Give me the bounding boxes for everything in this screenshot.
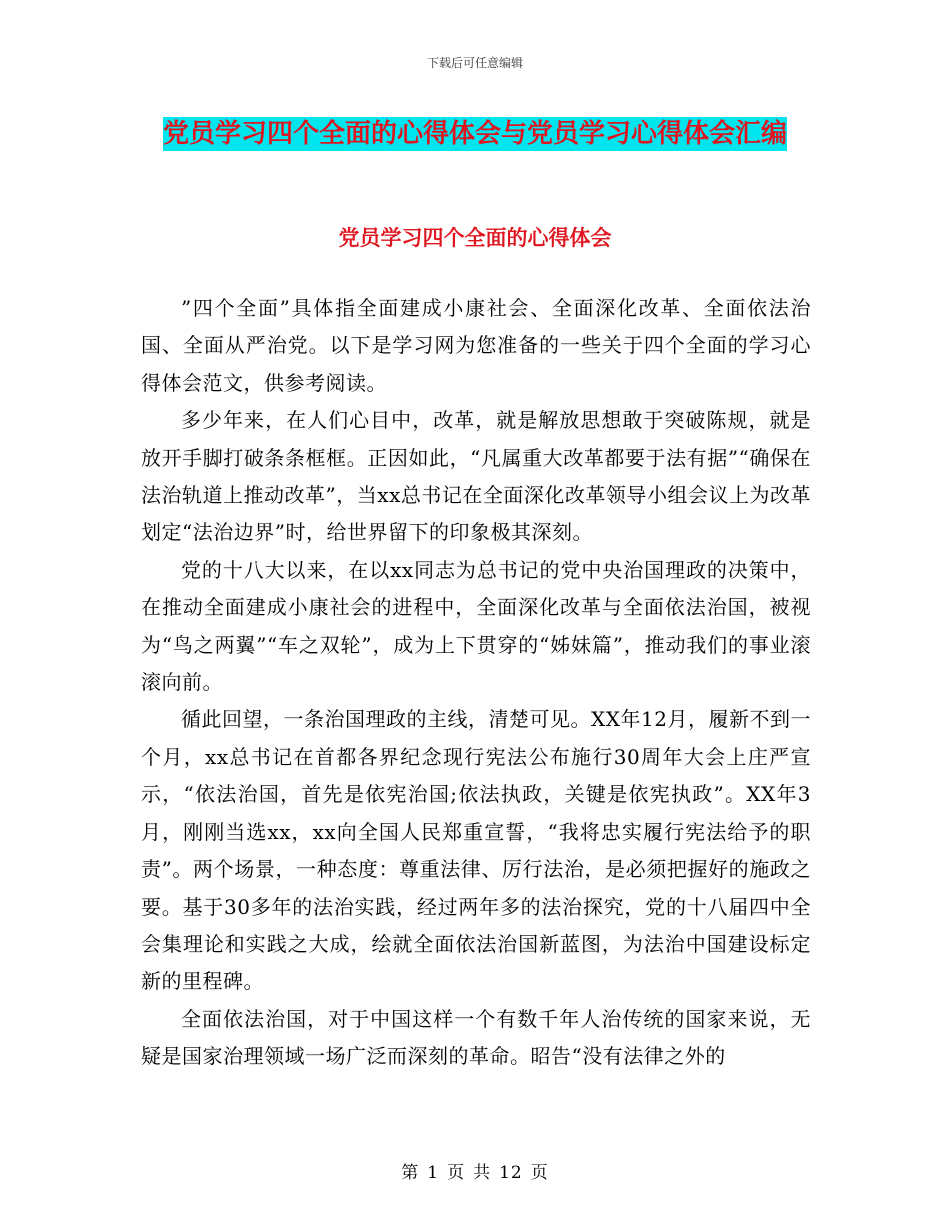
paragraph-5: 全面依法治国，对于中国这样一个有数千年人治传统的国家来说，无疑是国家治理领域一场广泛而深刻的革命。昭告“没有法律之外的 — [141, 1006, 811, 1069]
footer-total-label: 共 — [473, 1163, 492, 1183]
paragraph-1: ”四个全面”具体指全面建成小康社会、全面深化改革、全面依法治国、全面从严治党。以下是学习网为您准备的一些关于四个全面的学习心得体会范文，供参考阅读。 — [141, 296, 811, 395]
section-title: 党员学习四个全面的心得体会 — [338, 226, 612, 250]
footer-prefix: 第 — [401, 1163, 420, 1183]
footer-current-page: 1 — [427, 1163, 440, 1183]
paragraph-4: 循此回望，一条治国理政的主线，清楚可见。XX年12月，履新不到一个月，xx总书记在首都各界纪念现行宪法公布施行30周年大会上庄严宣示，“依法治国，首先是依宪治国;依法执政，关键是依宪执政”。XX年3月，刚刚当选xx，xx向全国人民郑重宣誓，“我将忠实履行宪法给予的职责”。两个场景，一种态度：尊重法律、厉行法治，是必须把握好的施政之要。基于30多年的法治实践，经过两年多的法治探究，党的十八届四中全会集理论和实践之大成，绘就全面依法治国新蓝图，为法治中国建设标定新的里程碑。 — [141, 707, 811, 994]
paragraph-2: 多少年来，在人们心目中，改革，就是解放思想敢于突破陈规，就是放开手脚打破条条框框。正因如此，“凡属重大改革都要于法有据”“确保在法治轨道上推动改革”，当xx总书记在全面深化改革领导小组会议上为改革划定“法治边界”时，给世界留下的印象极其深刻。 — [141, 408, 811, 545]
footer-total-pages: 12 — [499, 1163, 523, 1183]
page-footer — [0, 1158, 950, 1183]
body-text — [141, 290, 811, 1076]
document-title — [140, 110, 810, 158]
document-title-text: 党员学习四个全面的心得体会与党员学习心得体会汇编 — [162, 119, 787, 149]
header-note: 下载后可任意编辑 — [426, 56, 523, 70]
footer-suffix: 页 — [530, 1163, 549, 1183]
paragraph-3: 党的十八大以来，在以xx同志为总书记的党中央治国理政的决策中，在推动全面建成小康社会的进程中，全面深化改革与全面依法治国，被视为“鸟之两翼”“车之双轮”，成为上下贯穿的“姊妹篇”，推动我们的事业滚滚向前。 — [141, 557, 811, 695]
footer-mid: 页 — [447, 1163, 466, 1183]
